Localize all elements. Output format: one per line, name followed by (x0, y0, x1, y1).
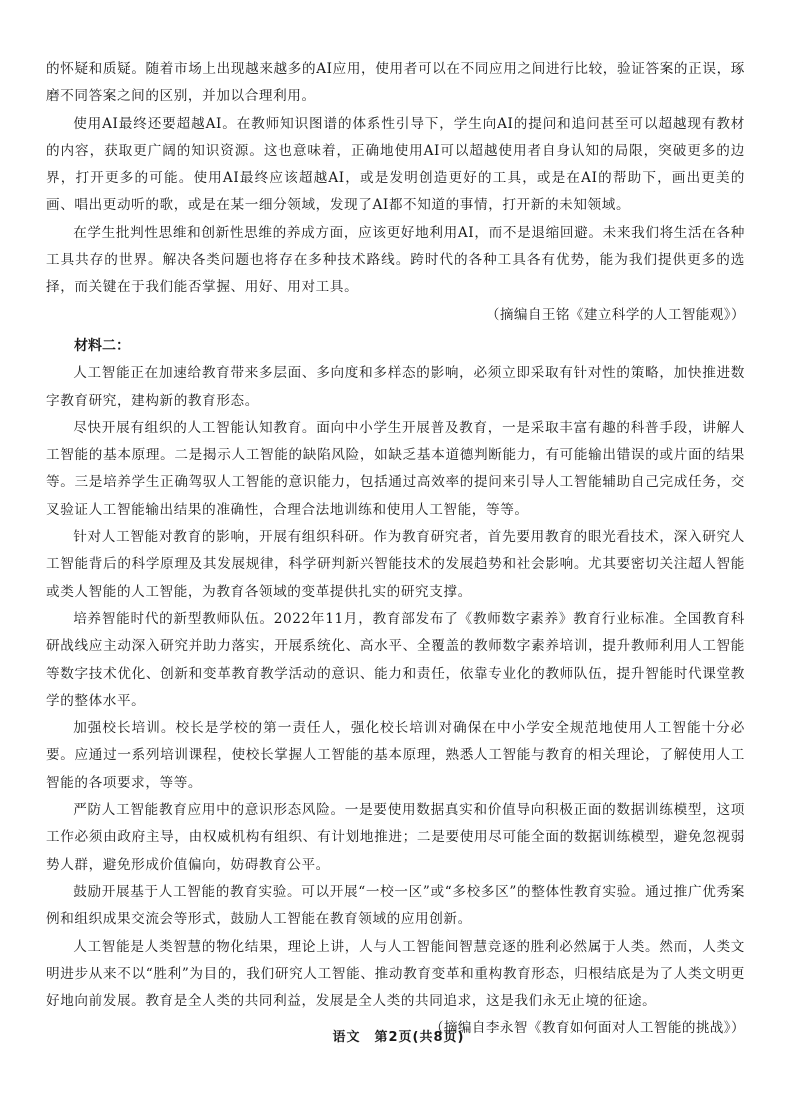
source-citation: （摘编自李永智《教育如何面对人工智能的挑战》） (429, 1020, 745, 1037)
paragraph: 人工智能是人类智慧的物化结果，理论上讲，人与人工智能间智慧竞逐的胜利必然属于人类。然而，人类文明进步从来不以“胜利”为目的，我们研究人工智能、推动教育变革和重构教育形态，归根结底是为了人类文明更好地向前发展。教育是全人类的共同利益，发展是全人类的共同追求，这是我们永无止境的征途。 (46, 938, 745, 1010)
section-heading: 材料二： (74, 337, 130, 354)
paragraph: 鼓励开展基于人工智能的教育实验。可以开展“一校一区”或“多校多区”的整体性教育实验。通过推广优秀案例和组织成果交流会等形式，鼓励人工智能在教育领域的应用创新。 (46, 883, 745, 928)
paragraph: 针对人工智能对教育的影响，开展有组织科研。作为教育研究者，首先要用教育的眼光看技术，深入研究人工智能背后的科学原理及其发展规律，科学研判新兴智能技术的发展趋势和社会影响。尤其要密切关注超人智能或类人智能的人工智能，为教育各领域的变革提供扎实的研究支撑。 (46, 529, 745, 600)
paragraph: 严防人工智能教育应用中的意识形态风险。一是要使用数据真实和价值导向积极正面的数据训练模型，这项工作必须由政府主导，由权威机构有组织、有计划地推进；二是要使用尽可能全面的数据训练模型，避免忽视弱势人群，避免形成价值偏向，妨碍教育公平。 (46, 802, 745, 873)
paragraph: 尽快开展有组织的人工智能认知教育。面向中小学生开展普及教育，一是采取丰富有趣的科普手段，讲解人工智能的基本原理。二是揭示人工智能的缺陷风险，如缺乏基本道德判断能力，有可能输出错误的或片面的结果等。三是培养学生正确驾驭人工智能的意识能力，包括通过高效率的提问来引导人工智能辅助自己完成任务，交叉验证人工智能输出结果的准确性，合理合法地训练和使用人工智能，等等。 (46, 419, 745, 518)
paragraph: 加强校长培训。校长是学校的第一责任人，强化校长培训对确保在中小学安全规范地使用人工智能十分必要。应通过一系列培训课程，使校长掌握人工智能的基本原理，熟悉人工智能与教育的相关理论，了解使用人工智能的各项要求，等等。 (46, 720, 745, 791)
paragraph: 人工智能正在加速给教育带来多层面、多向度和多样态的影响，必须立即采取有针对性的策略，加快推进数字教育研究，建构新的教育形态。 (46, 365, 745, 409)
source-citation: （摘编自王铭《建立科学的人工智能观》） (485, 306, 745, 323)
page-footer: 语文 第2页(共8页) (332, 1030, 465, 1045)
paragraph-continued: 的怀疑和质疑。随着市场上出现越来越多的AI应用，使用者可以在不同应用之间进行比较，验证答案的正误，琢磨不同答案之间的区别，并加以合理利用。 (46, 61, 745, 105)
paragraph: 培养智能时代的新型教师队伍。2022年11月，教育部发布了《教师数字素养》教育行业标准。全国教育科研战线应主动深入研究并助力落实，开展系统化、高水平、全覆盖的教师数字素养培训，提升教师利用人工智能等数字技术优化、创新和变革教育教学活动的意识、能力和责任，依靠专业化的教师队伍，提升智能时代课堂教学的整体水平。 (46, 610, 745, 709)
paragraph: 使用AI最终还要超越AI。在教师知识图谱的体系性引导下，学生向AI的提问和追问甚至可以超越现有教材的内容，获取更广阔的知识资源。这也意味着，正确地使用AI可以超越使用者自身认知的局限，突破更多的边界，打开更多的可能。使用AI最终应该超越AI，或是发明创造更好的工具，或是在AI的帮助下，画出更美的画、唱出更动听的歌，或是在某一细分领域，发现了AI都不知道的事情，打开新的未知领域。 (46, 115, 745, 214)
paragraph: 在学生批判性思维和创新性思维的养成方面，应该更好地利用AI，而不是退缩回避。未来我们将生活在各种工具共存的世界。解决各类问题也将存在多种技术路线。跨时代的各种工具各有优势，能为我们提供更多的选择，而关键在于我们能否掌握、用好、用对工具。 (46, 224, 745, 296)
